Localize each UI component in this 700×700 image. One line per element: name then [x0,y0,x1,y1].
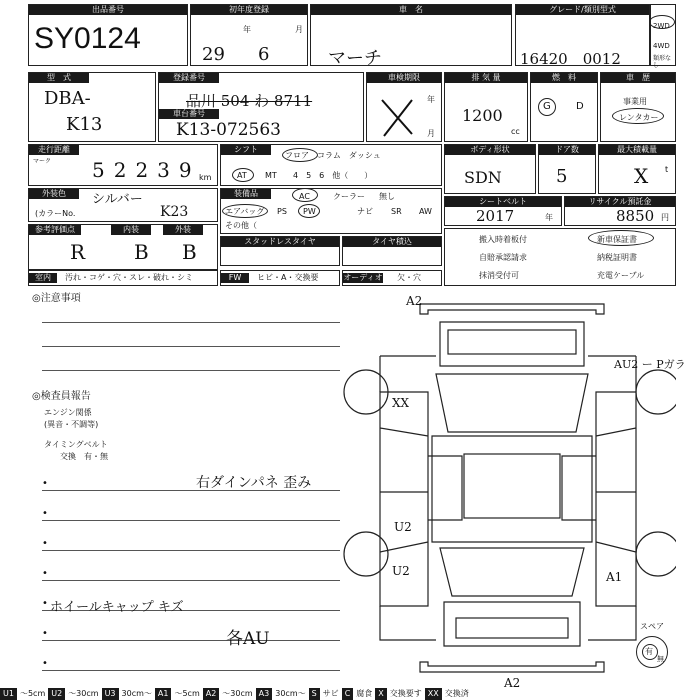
equip-ac: AC [299,192,310,201]
fuel-g: G [543,101,551,112]
doc-2: 新車保証書 [597,235,637,244]
month-value: 6 [258,44,270,65]
bullet-5: • [42,598,48,609]
legend-code: U1 [0,688,17,700]
history-business: 事業用 [623,97,647,106]
doc-6: 充電ケーブル [597,271,645,280]
capacity-label: 最大積載量 [599,145,675,155]
legend-code: U2 [48,688,65,700]
year-label: 初年度登録 [191,5,307,15]
bullet-2: • [42,508,48,519]
interior-cond-box [28,270,218,286]
legend-desc: 〜30cm [68,689,99,698]
displacement-unit: cc [511,127,520,136]
report-line-7 [42,670,340,671]
equip-aw: AW [419,207,432,216]
shift-at-circle [232,168,254,182]
legend-code: C [342,688,354,700]
capacity-value: X [634,164,649,188]
shaken-year-unit: 年 [427,95,435,104]
color-label: 外装色 [29,189,79,199]
shift-opts: フロア コラム ダッシュ [285,151,381,160]
bullet-1: • [42,478,48,489]
mileage-sub: マーク [33,158,52,165]
shaken-month-unit: 月 [427,129,435,138]
fw-box [220,270,340,286]
year-value: 29 [202,44,225,65]
legend-desc: 〜5cm [19,689,46,698]
equip-navi: ナビ [357,207,373,216]
legend-code: S [309,688,320,700]
shaken-label: 車検期限 [367,73,441,83]
model-label: 型 式 [29,73,89,83]
notes-title: ◎注意事項 [32,293,81,304]
legend-code: X [375,688,386,700]
mark-left-rear: U2 [392,564,410,578]
displacement-value: 1200 [462,106,503,125]
shift-box [220,144,442,186]
shift-label: シフト [221,145,271,155]
lot-label: 出品番号 [29,5,187,15]
car-name-label: 車 名 [311,5,511,15]
equip-label: 装備品 [221,189,271,199]
doc-2-circle [588,230,654,246]
doc-1: 搬入時着板付 [479,235,527,244]
legend-desc: 30cm〜 [121,689,152,698]
engine-sub: (異音・不調等) [44,420,99,429]
equip-pw-circle [298,204,320,218]
color-no-value: K23 [160,204,189,220]
tire-box [342,236,442,266]
report-line-4 [42,580,340,581]
note-line-3 [42,370,340,371]
fuel-d: D [576,101,584,112]
model-value-2: K13 [66,114,103,135]
equip-sr: SR [391,207,402,216]
chassis-value: K13-072563 [176,120,281,140]
studless-box [220,236,340,266]
eval-label: 参考評価点 [29,225,81,235]
interior-cond-opts: 汚れ・コゲ・穴・スレ・破れ・シミ [65,273,193,282]
drive-4wd: 4WD [653,42,670,50]
doors-label: ドア数 [539,145,595,155]
color-no-label: (カラーNo. [35,209,76,218]
drive-box [650,4,676,69]
seatbelt-value: 2017 [476,207,515,225]
report-line-2 [42,520,340,521]
recycle-value: 8850 [616,207,655,225]
shift-at: AT [237,171,247,180]
equip-ps: PS [277,207,287,216]
engine-label: エンジン関係 [44,408,92,417]
drive-2wd-circle [649,15,675,29]
shift-floor-circle [282,148,318,162]
legend-desc: 〜30cm [222,689,253,698]
audio-label: オーディオ [343,273,383,282]
fuel-label: 燃 料 [531,73,597,83]
history-label: 車 歴 [601,73,675,83]
report-line-6 [42,640,340,641]
month-unit: 月 [295,25,303,34]
bullet-7: • [42,658,48,669]
hw-note-1: 右ダインパネ 歪み [196,475,312,491]
color-value: シルバー [92,192,143,207]
legend-code: A3 [256,688,273,700]
fw-opts: ヒビ・A・交換要 [257,273,319,282]
bullet-6: • [42,628,48,639]
legend-desc: 〜5cm [174,689,200,698]
legend-desc: 交換済 [444,689,469,698]
audio-opts: 欠・穴 [397,273,421,282]
legend-desc: 腐食 [356,689,373,698]
spare-circled: 無 [657,655,664,663]
mileage-unit: km [199,173,212,182]
equip-cooler: クーラー [333,192,365,201]
legend-code: A2 [203,688,220,700]
timing-opts: 交換 有・無 [60,452,108,461]
report-line-3 [42,550,340,551]
legend-desc: サビ [322,689,339,698]
tire-label: タイヤ積込 [343,237,441,247]
legend-desc: 交換要す [389,689,422,698]
note-line-1 [42,322,340,323]
mileage-value: 52239 [92,158,201,182]
doc-3: 自賠承認請求 [479,253,527,262]
equip-other: その他（ [225,221,257,230]
history-rental-circle [612,108,664,124]
exterior-label: 外装 [163,225,203,235]
interior-value: B [134,240,149,264]
mark-left-front: XX [392,396,410,410]
studless-label: スタッドレスタイヤ [221,237,339,247]
car-diagram [340,296,676,682]
legend-code: U3 [102,688,119,700]
interior-cond-label: 室内 [29,273,57,283]
equip-pw: PW [303,207,316,216]
mark-left-mid: U2 [394,520,412,534]
displacement-label: 排 気 量 [445,73,527,83]
audio-box [342,270,442,286]
grade-label: グレード/類別型式 [516,5,649,15]
legend-code: XX [425,688,442,700]
seatbelt-label: シートベルト [445,197,561,207]
interior-label: 内装 [111,225,151,235]
hw-note-3: 各AU [226,629,270,649]
grade-value: 16420 0012 [520,50,621,68]
mark-right-rear: A1 [606,570,623,584]
hw-note-2: ホイールキャップ キズ [50,600,184,615]
mark-top: A2 [406,294,423,308]
equip-airbag-circle [222,204,268,218]
shift-mt: MT [265,171,277,180]
history-box [600,72,676,142]
shift-speeds: 4 5 6 他（ ） [293,171,373,180]
inspector-title: ◎検査員報告 [32,391,91,402]
model-value-1: DBA- [44,88,91,109]
timing-label: タイミングベルト [44,440,108,449]
spare-value: 有 [645,647,653,656]
spare-label: スペア [640,622,664,631]
doors-value: 5 [556,166,568,187]
eval-value: R [70,240,86,264]
equip-none: 無し [379,192,395,201]
recycle-unit: 円 [661,213,669,222]
note-line-2 [42,346,340,347]
car-name-value: マーチ [328,48,382,69]
damage-legend [0,688,700,700]
doc-4: 納税証明書 [597,253,637,262]
reg-label: 登録番号 [159,73,219,83]
drive-none: 類形なし [653,55,672,69]
mileage-label: 走行距離 [29,145,79,155]
equip-ac-circle [292,188,318,202]
bullet-3: • [42,538,48,549]
legend-code: A1 [155,688,172,700]
reg-value: 品川 504 わ 8711 [186,92,313,110]
chassis-label: 車台番号 [159,109,219,119]
fw-label: FW [221,273,249,283]
recycle-label: リサイクル預託金 [565,197,675,207]
year-unit: 年 [243,25,251,34]
mark-right-front: AU2 ー Pガラ [614,358,686,371]
lot-number: SY0124 [34,22,141,55]
shaken-cross-mark [378,96,418,140]
mark-bottom: A2 [504,676,521,690]
equip-airbag: エアバッグ [225,207,265,216]
capacity-unit: t [665,165,669,174]
bullet-4: • [42,568,48,579]
doc-5: 抹消受付可 [479,271,519,280]
seatbelt-unit: 年 [545,213,553,222]
drive-2wd: 2WD [653,22,670,30]
exterior-value: B [182,240,197,264]
history-rental: レンタカー [619,113,659,122]
legend-desc: 30cm〜 [275,689,306,698]
body-label: ボディ形状 [445,145,535,155]
body-value: SDN [464,168,502,187]
